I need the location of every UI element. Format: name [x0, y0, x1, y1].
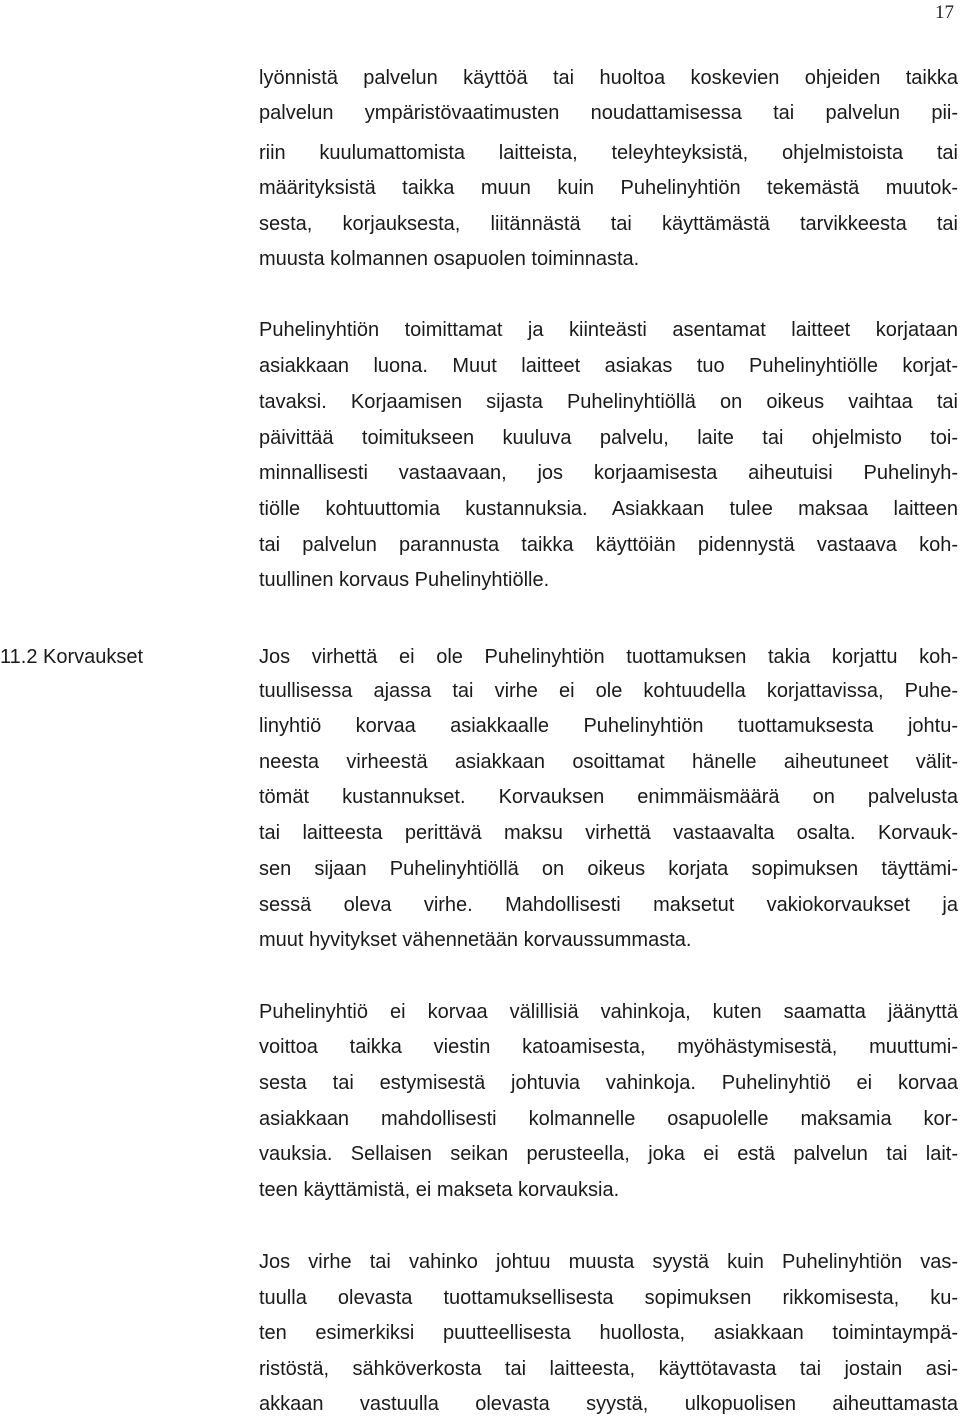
- text-line: Puhelinyhtiö ei korvaa välillisiä vahinkoja, kuten saamatta jäänyttä: [259, 1001, 958, 1023]
- text-line: tiölle kohtuuttomia kustannuksia. Asiakkaan tulee maksaa laitteen: [259, 498, 958, 520]
- text-line: linyhtiö korvaa asiakkaalle Puhelinyhtiön tuottamuksesta johtu-: [259, 715, 958, 737]
- text-line: asiakkaan mahdollisesti kolmannelle osapuolelle maksamia kor-: [259, 1108, 958, 1130]
- text-line: määrityksistä taikka muun kuin Puhelinyhtiön tekemästä muutok-: [259, 177, 958, 199]
- text-line: asiakkaan luona. Muut laitteet asiakas tuo Puhelinyhtiölle korjat-: [259, 355, 958, 377]
- text-line: tuulla olevasta tuottamuksellisesta sopimuksen rikkomisesta, ku-: [259, 1287, 958, 1309]
- text-line: tai palvelun parannusta taikka käyttöiän pidennystä vastaava koh-: [259, 534, 958, 556]
- text-line: neesta virheestä asiakkaan osoittamat hänelle aiheutuneet välit-: [259, 751, 958, 773]
- text-line: Jos virhettä ei ole Puhelinyhtiön tuottamuksen takia korjattu koh-: [259, 646, 958, 668]
- text-line: Puhelinyhtiön toimittamat ja kiinteästi asentamat laitteet korjataan: [259, 319, 958, 341]
- text-line: tavaksi. Korjaamisen sijasta Puhelinyhtiöllä on oikeus vaihtaa tai: [259, 391, 958, 413]
- text-line: tuullisessa ajassa tai virhe ei ole kohtuudella korjattavissa, Puhe-: [259, 680, 958, 702]
- text-line: ten esimerkiksi puutteellisesta huollosta, asiakkaan toimintaympä-: [259, 1322, 958, 1344]
- text-line: palvelun ympäristövaatimusten noudattamisessa tai palvelun pii-: [259, 102, 958, 124]
- text-line: sen sijaan Puhelinyhtiöllä on oikeus korjata sopimuksen täyttämi-: [259, 858, 958, 880]
- text-line: ristöstä, sähköverkosta tai laitteesta, käyttötavasta tai jostain asi-: [259, 1358, 958, 1380]
- text-line: sesta, korjauksesta, liitännästä tai käyttämästä tarvikkeesta tai: [259, 213, 958, 235]
- text-line: lyönnistä palvelun käyttöä tai huoltoa koskevien ohjeiden taikka: [259, 67, 958, 89]
- text-line: teen käyttämistä, ei makseta korvauksia.: [259, 1179, 620, 1201]
- text-line: päivittää toimitukseen kuuluva palvelu, laite tai ohjelmisto toi-: [259, 427, 958, 449]
- text-line: sesta tai estymisestä johtuvia vahinkoja. Puhelinyhtiö ei korvaa: [259, 1072, 958, 1094]
- text-line: minnallisesti vastaavaan, jos korjaamisesta aiheutuisi Puhelinyh-: [259, 462, 958, 484]
- text-line: Jos virhe tai vahinko johtuu muusta syystä kuin Puhelinyhtiön vas-: [259, 1251, 958, 1273]
- text-line: vauksia. Sellaisen seikan perusteella, joka ei estä palvelun tai lait-: [259, 1143, 958, 1165]
- text-line: tai laitteesta perittävä maksu virhettä vastaavalta osalta. Korvauk-: [259, 822, 958, 844]
- text-line: muut hyvitykset vähennetään korvaussummasta.: [259, 929, 692, 951]
- text-line: voittoa taikka viestin katoamisesta, myöhästymisestä, muuttumi-: [259, 1036, 958, 1058]
- text-line: riin kuulumattomista laitteista, teleyhteyksistä, ohjelmistoista tai: [259, 142, 958, 164]
- text-line: akkaan vastuulla olevasta syystä, ulkopuolisen aiheuttamasta: [259, 1393, 958, 1415]
- text-line: tuullinen korvaus Puhelinyhtiölle.: [259, 569, 550, 591]
- text-line: muusta kolmannen osapuolen toiminnasta.: [259, 248, 640, 270]
- section-heading: 11.2 Korvaukset: [0, 646, 144, 668]
- text-line: sessä oleva virhe. Mahdollisesti maksetut vakiokorvaukset ja: [259, 894, 958, 916]
- text-line: tömät kustannukset. Korvauksen enimmäismäärä on palvelusta: [259, 786, 958, 808]
- page-number: 17: [935, 2, 954, 23]
